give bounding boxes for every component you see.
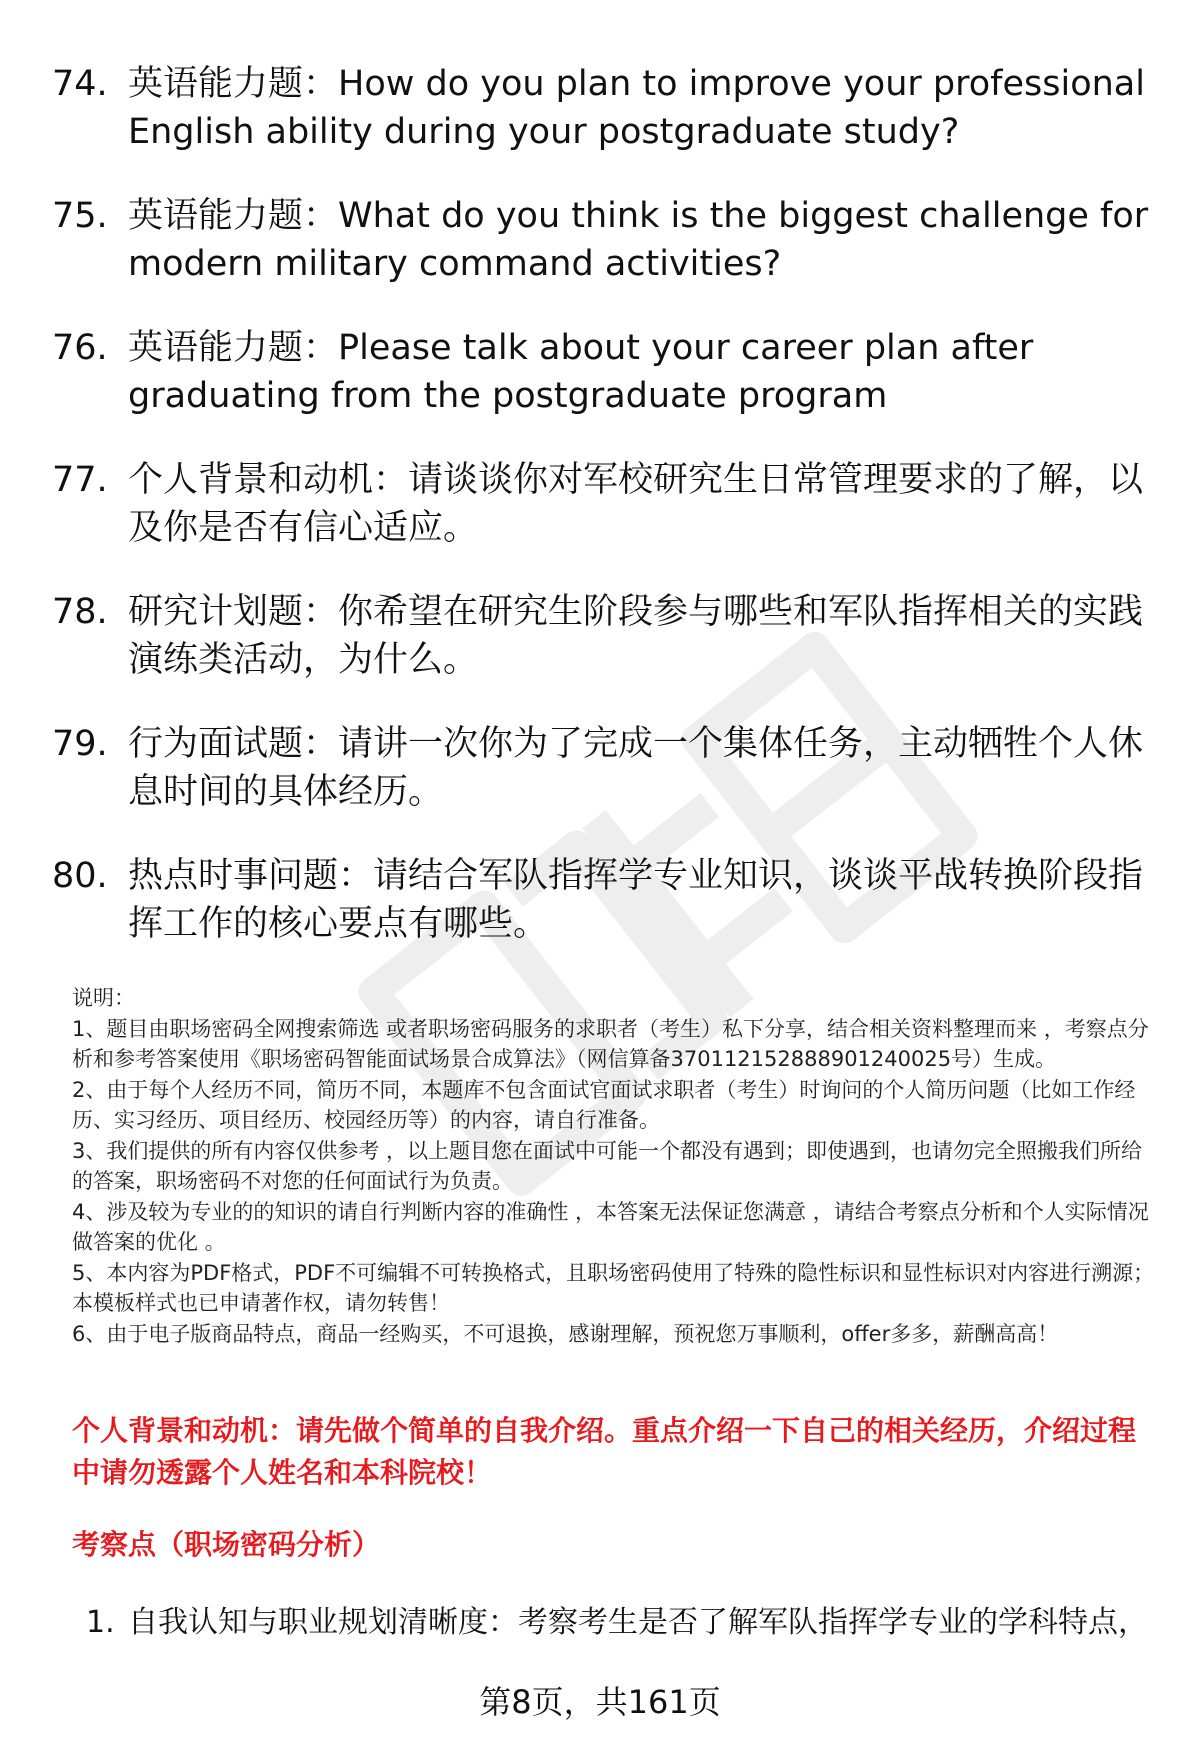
question-item-78 [52,588,1152,684]
question-number: 80. [52,856,108,896]
question-item-76 [52,324,1152,420]
question-number: 77. [52,460,108,500]
question-text: 行为面试题：请讲一次你为了完成一个集体任务，主动牺牲个人休息时间的具体经历。 [128,724,1144,812]
question-number: 78. [52,592,108,632]
question-text: 英语能力题：What do you think is the biggest challenge for modern military command activities? [128,196,1149,284]
question-text: 个人背景和动机：请谈谈你对军校研究生日常管理要求的了解，以及你是否有信心适应。 [128,460,1144,548]
analysis-point-list [86,1602,1176,1644]
question-number: 76. [52,328,108,368]
note-item-6: 6、由于电子版商品特点，商品一经购买，不可退换，感谢理解，预祝您万事顺利，offer多多，薪酬高高！ [72,1321,1059,1346]
page-footer: 第8页，共161页 [479,1683,721,1721]
question-number: 75. [52,196,108,236]
featured-question: 个人背景和动机：请先做个简单的自我介绍。重点介绍一下自己的相关经历，介绍过程中请勿透露个人姓名和本科院校！ [72,1414,1137,1489]
analysis-point-item [86,1602,1176,1644]
question-item-77 [52,456,1152,552]
note-item-1: 1、题目由职场密码全网搜索筛选 或者职场密码服务的求职者（考生）私下分享，结合相关资料整理而来 ，考察点分析和参考答案使用《职场密码智能面试场景合成算法》（网信算备370112152888901240025号）生成。 [72,1016,1149,1071]
featured-question-section [72,1410,1162,1566]
analysis-point-number: 1. [86,1605,115,1640]
question-item-79 [52,720,1152,816]
notes-title: 说明： [72,986,135,1010]
analysis-heading: 考察点（职场密码分析） [72,1528,381,1561]
note-item-3: 3、我们提供的所有内容仅供参考 ，以上题目您在面试中可能一个都没有遇到；即使遇到，也请勿完全照搬我们所给的答案，职场密码不对您的任何面试行为负责。 [72,1138,1143,1193]
question-text: 英语能力题：Please talk about your career plan after graduating from the postgraduate program [128,328,1034,416]
question-number: 74. [52,64,108,104]
note-item-4: 4、涉及较为专业的的知识的请自行判断内容的准确性 ，本答案无法保证您满意 ，请结合考察点分析和个人实际情况做答案的优化 。 [72,1199,1149,1254]
notes-section [72,983,1162,1349]
note-item-2: 2、由于每个人经历不同，简历不同，本题库不包含面试官面试求职者（考生）时询问的个人简历问题（比如工作经历、实习经历、项目经历、校园经历等）的内容，请自行准备。 [72,1077,1136,1132]
note-item-5: 5、本内容为PDF格式，PDF不可编辑不可转换格式，且职场密码使用了特殊的隐性标识和显性标识对内容进行溯源；本模板样式也已申请著作权，请勿转售！ [72,1260,1155,1315]
question-list [52,60,1152,984]
analysis-point-text: 自我认知与职业规划清晰度：考察考生是否了解军队指挥学专业的学科特点， [128,1605,1148,1640]
question-text: 研究计划题：你希望在研究生阶段参与哪些和军队指挥相关的实践演练类活动，为什么。 [128,592,1144,680]
question-item-80 [52,852,1152,948]
question-item-75 [52,192,1152,288]
question-item-74 [52,60,1152,156]
question-text: 热点时事问题：请结合军队指挥学专业知识，谈谈平战转换阶段指挥工作的核心要点有哪些。 [128,856,1144,944]
question-number: 79. [52,724,108,764]
question-text: 英语能力题：How do you plan to improve your professional English ability during your postgraduate study? [128,64,1145,152]
